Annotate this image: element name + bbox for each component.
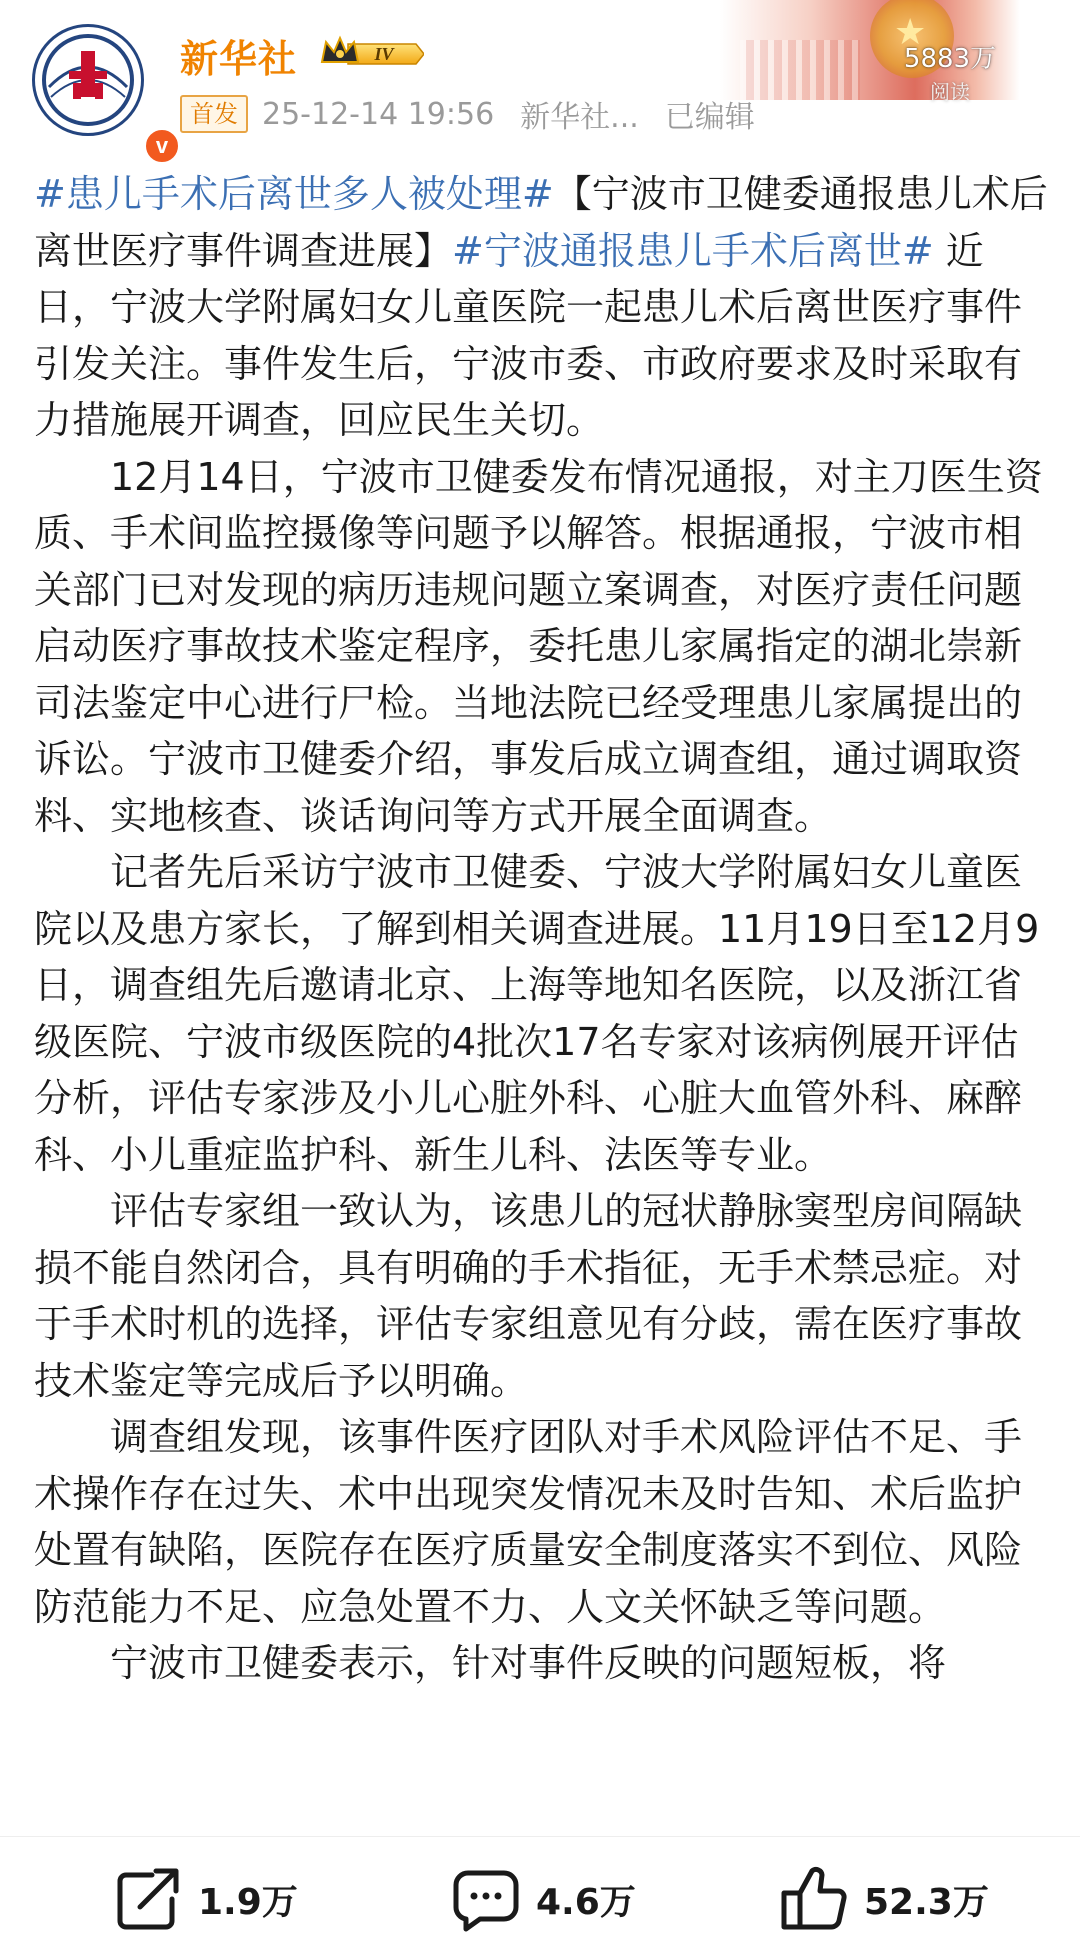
username[interactable]: 新华社 [180, 37, 298, 81]
paragraph-intro [34, 166, 1050, 449]
xinhua-logo-icon [35, 27, 141, 133]
post-meta [180, 92, 781, 136]
paragraph-text: 近日，宁波大学附属妇女儿童医院一起患儿术后离世医疗事件引发关注。事件发生后，宁波市委、市政府要求及时采取有力措施展开调查，回应民生关切。 [34, 228, 1023, 442]
headline-text: 【宁波市卫健委通报患儿术后离世医疗事件调查进展】 [34, 172, 1048, 273]
verified-badge-icon: v [143, 127, 181, 165]
hashtag-link[interactable]: #患儿手术后离世多人被处理# [34, 172, 554, 216]
crown-level-badge-icon [318, 34, 424, 74]
read-count: 5883万 [903, 44, 997, 74]
hashtag-link[interactable]: #宁波通报患儿手术后离世# [452, 228, 934, 273]
paragraph-6: 宁波市卫健委表示，针对事件反映的问题短板，将 [110, 1641, 947, 1685]
star-icon: ★ [894, 12, 927, 53]
paragraph-5: 调查组发现，该事件医疗团队对手术风险评估不足、手术操作存在过失、术中出现突发情况未及时告知、术后监护处置有缺陷，医院存在医疗质量安全制度落实不到位、风险防范能力不足、应急处置不力、人文关怀缺乏等问题。 [34, 1415, 1023, 1629]
share-button[interactable] [112, 1859, 298, 1939]
read-label: 阅读 [930, 80, 970, 104]
paragraph-3: 记者先后采访宁波市卫健委、宁波大学附属妇女儿童医院以及患方家长，了解到相关调查进展。11月19日至12月9日，调查组先后邀请北京、上海等地知名医院，以及浙江省级医院、宁波市级医院的4批次17名专家对该病例展开评估分析，评估专家涉及小儿心脏外科、心脏大血管外科、麻醉科、小儿重症监护科、新生儿科、法医等专业。 [34, 850, 1040, 1177]
avatar[interactable] [32, 24, 169, 158]
like-count: 52.3万 [864, 1881, 989, 1923]
like-icon [778, 1863, 850, 1935]
paragraph-4: 评估专家组一致认为，该患儿的冠状静脉窦型房间隔缺损不能自然闭合，具有明确的手术指征，无手术禁忌症。对于手术时机的选择，评估专家组意见有分歧，需在医疗事故技术鉴定等完成后予以明确。 [34, 1189, 1023, 1403]
like-button[interactable] [778, 1859, 989, 1939]
paragraph-2: 12月14日，宁波市卫健委发布情况通报，对主刀医生资质、手术间监控摄像等问题予以解答。根据通报，宁波市相关部门已对发现的病历违规问题立案调查，对医疗责任问题启动医疗事故技术鉴定程序，委托患儿家属指定的湖北崇新司法鉴定中心进行尸检。当地法院已经受理患儿家属提出的诉讼。宁波市卫健委介绍，事发后成立调查组，通过调取资料、实地核查、谈话询问等方式开展全面调查。 [34, 454, 1043, 838]
comment-count: 4.6万 [536, 1881, 636, 1923]
post-source[interactable]: 新华社... [520, 100, 639, 135]
level-text: IV [374, 44, 394, 64]
post-header [0, 0, 1080, 158]
share-icon [112, 1863, 184, 1935]
comment-icon [450, 1863, 522, 1935]
share-count: 1.9万 [198, 1881, 298, 1923]
edited-label[interactable]: 已编辑 [664, 100, 755, 135]
comment-button[interactable] [450, 1859, 636, 1939]
first-post-tag: 首发 [180, 95, 248, 133]
banner-building-graphic [740, 40, 860, 100]
post-body [34, 166, 1050, 1836]
post-timestamp: 25-12-14 19:56 [262, 96, 495, 132]
action-bar [0, 1836, 1080, 1942]
